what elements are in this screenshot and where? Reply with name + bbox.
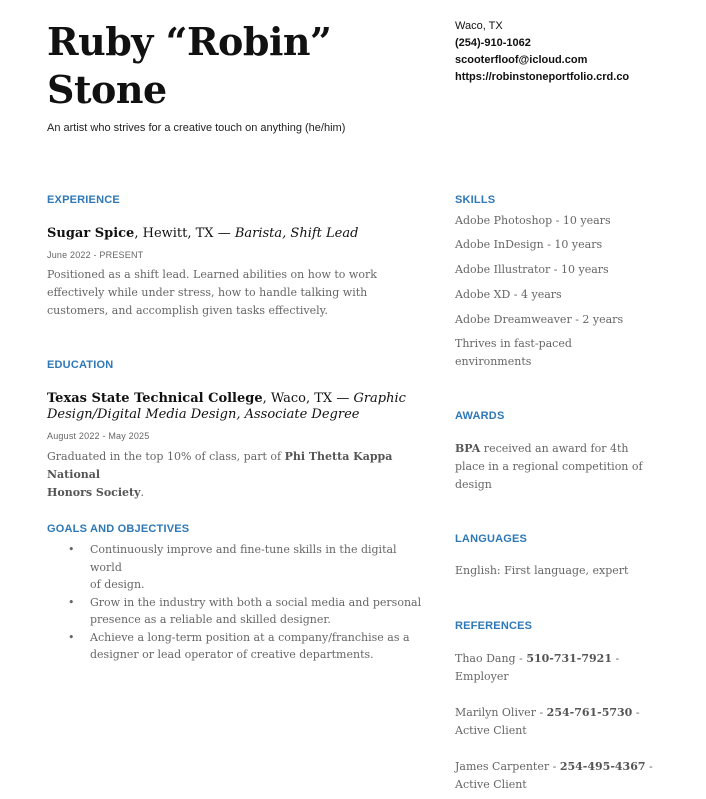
skill-item: Adobe Dreamweaver - 2 years xyxy=(455,313,624,326)
experience-location: , Hewitt, TX — xyxy=(134,226,235,241)
tagline: An artist who strives for a creative touch on anything (he/him) xyxy=(47,122,346,134)
contact-location: Waco, TX xyxy=(455,20,503,32)
name-line-1: Ruby “Robin” xyxy=(47,19,332,64)
skill-extra-line: environments xyxy=(455,355,532,368)
awards-line-2: place in a regional competition of xyxy=(455,460,643,473)
education-dates: August 2022 - May 2025 xyxy=(47,431,150,441)
languages-heading: LANGUAGES xyxy=(455,533,528,545)
reference-item xyxy=(455,758,653,794)
experience-company: Sugar Spice xyxy=(47,226,135,241)
contact-website[interactable]: https://robinstoneportfolio.crd.co xyxy=(455,71,630,83)
experience-dates: June 2022 - PRESENT xyxy=(47,250,144,260)
list-item xyxy=(47,629,427,664)
skill-extra-line: Thrives in fast-paced xyxy=(455,337,572,350)
reference-separator: - xyxy=(632,706,640,719)
skill-item: Adobe Illustrator - 10 years xyxy=(455,263,609,276)
reference-name: Thao Dang - xyxy=(455,652,527,665)
reference-role: Employer xyxy=(455,670,509,683)
reference-name: Marilyn Oliver - xyxy=(455,706,547,719)
skill-item: Adobe InDesign - 10 years xyxy=(455,238,603,251)
reference-item xyxy=(455,650,619,686)
goal-line: of design. xyxy=(90,578,145,591)
education-school: Texas State Technical College xyxy=(47,391,263,406)
list-item xyxy=(47,541,427,594)
experience-role: Barista, Shift Lead xyxy=(234,226,359,241)
reference-role: Active Client xyxy=(455,724,527,737)
reference-name: James Carpenter - xyxy=(455,760,560,773)
skills-heading: SKILLS xyxy=(455,194,496,206)
contact-phone: (254)-910-1062 xyxy=(455,37,531,49)
goal-line: presence as a reliable and skilled designer. xyxy=(90,613,331,626)
reference-phone: 510-731-7921 xyxy=(526,652,612,665)
goal-line: Continuously improve and fine-tune skills in the digital world xyxy=(90,543,397,574)
goal-line: designer or lead operator of creative departments. xyxy=(90,648,374,661)
references-heading: REFERENCES xyxy=(455,620,533,632)
experience-heading: EXPERIENCE xyxy=(47,194,120,206)
reference-separator: - xyxy=(645,760,653,773)
awards-text xyxy=(455,440,643,494)
goals-heading: GOALS AND OBJECTIVES xyxy=(47,523,190,535)
education-desc-bold-2: Honors Society xyxy=(47,486,141,499)
education-desc-bold-1: Phi Thetta Kappa National xyxy=(47,450,393,481)
bullet-icon: • xyxy=(68,543,75,556)
goals-list xyxy=(47,541,427,664)
education-desc-pre: Graduated in the top 10% of class, part of xyxy=(47,450,285,463)
reference-item xyxy=(455,704,640,740)
reference-phone: 254-761-5730 xyxy=(546,706,633,719)
experience-description: Positioned as a shift lead. Learned abilities on how to work effectively while under stress, how to handle talking with customers, and accomplish given tasks effectively. xyxy=(47,268,377,317)
skill-item: Adobe Photoshop - 10 years xyxy=(455,214,611,227)
languages-text: English: First language, expert xyxy=(455,564,629,577)
resume-name xyxy=(47,18,427,114)
awards-heading: AWARDS xyxy=(455,410,505,422)
name-line-2: Stone xyxy=(47,67,167,112)
reference-phone: 254-495-4367 xyxy=(559,760,646,773)
education-title xyxy=(47,391,406,422)
goal-line: Achieve a long-term position at a company/franchise as a xyxy=(90,630,410,644)
awards-line-3: design xyxy=(455,478,492,491)
awards-line-1: received an award for 4th xyxy=(480,442,629,455)
bullet-icon: • xyxy=(68,595,75,609)
education-desc-post: . xyxy=(140,486,145,499)
education-degree-part1: Graphic xyxy=(353,391,406,406)
education-description xyxy=(47,448,417,502)
bullet-icon: • xyxy=(68,630,75,644)
contact-email[interactable]: scooterfloof@icloud.com xyxy=(455,54,588,66)
list-item xyxy=(47,594,427,629)
education-heading: EDUCATION xyxy=(47,359,114,371)
skill-item-extra xyxy=(455,335,572,371)
reference-separator: - xyxy=(611,652,620,665)
reference-role: Active Client xyxy=(455,778,527,791)
goal-line: Grow in the industry with both a social media and personal xyxy=(90,595,422,609)
education-degree-part2: Design/Digital Media Design, Associate Degree xyxy=(47,407,360,422)
education-location: , Waco, TX — xyxy=(262,391,354,406)
contact-block xyxy=(455,18,629,86)
skill-item: Adobe XD - 4 years xyxy=(455,288,562,301)
experience-job-title xyxy=(47,226,358,241)
awards-bold: BPA xyxy=(455,442,481,455)
